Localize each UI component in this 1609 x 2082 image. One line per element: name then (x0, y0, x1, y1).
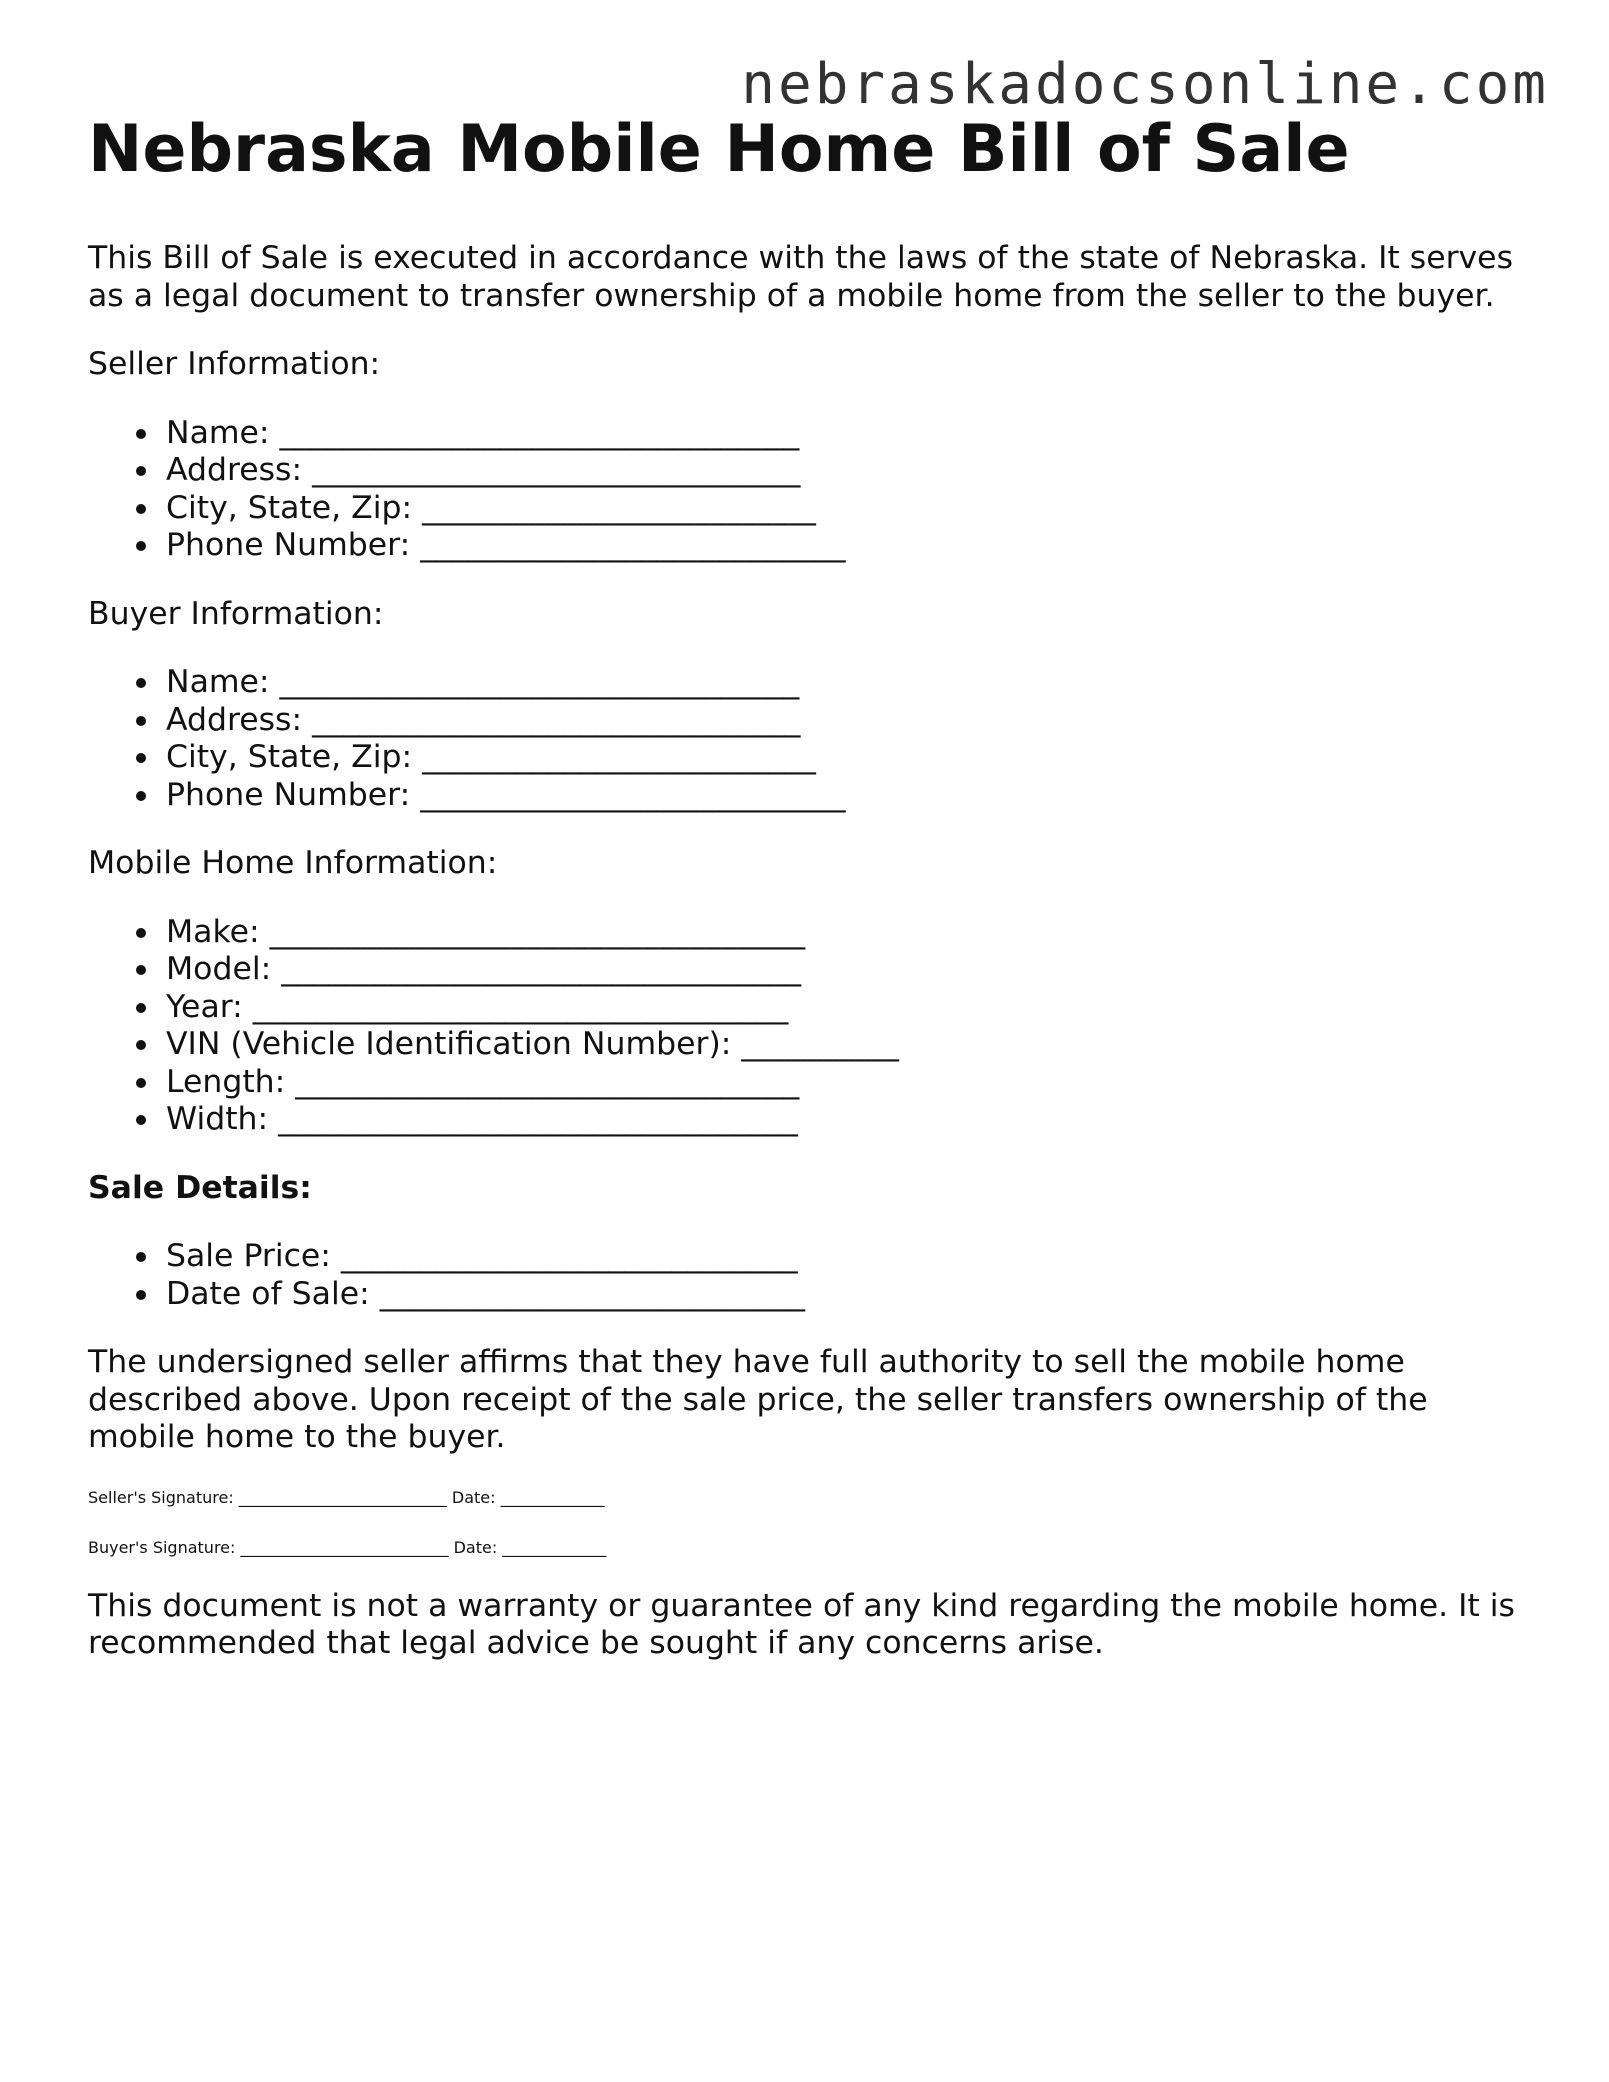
mobile-home-section-label: Mobile Home Information: (88, 845, 498, 881)
document (88, 108, 1528, 1694)
sale-details-section-label: Sale Details: (88, 1169, 312, 1206)
year-field: Year: __________________________________ (166, 989, 1528, 1027)
seller-phone-field: Phone Number: ___________________________ (166, 527, 1528, 565)
sale-details-fields-list (88, 1238, 1528, 1313)
watermark: nebraskadocsonline.com (741, 52, 1549, 117)
sale-price-field: Sale Price: _____________________________ (166, 1238, 1528, 1276)
disclaimer-paragraph: This document is not a warranty or guarantee of any kind regarding the mobile home. It is recommended that legal advice be sought if any concerns arise. (88, 1587, 1515, 1661)
buyer-section-label: Buyer Information: (88, 595, 384, 632)
affirmation-paragraph: The undersigned seller affirms that they have full authority to sell the mobile home described above. Upon receipt of the sale price, the seller transfers ownership of the mobile home to the buyer. (88, 1344, 1428, 1455)
seller-fields-list (88, 415, 1528, 565)
seller-section-label: Seller Information: (88, 346, 381, 382)
length-field: Length: ________________________________ (166, 1064, 1528, 1102)
buyer-city-state-zip-field: City, State, Zip: _________________________ (166, 739, 1528, 777)
buyer-name-field: Name: _________________________________ (166, 664, 1528, 702)
buyer-phone-field: Phone Number: ___________________________ (166, 777, 1528, 815)
buyer-address-field: Address: _______________________________ (166, 702, 1528, 740)
mobile-home-fields-list (88, 914, 1528, 1139)
buyer-fields-list (88, 664, 1528, 814)
width-field: Width: _________________________________ (166, 1101, 1528, 1139)
seller-name-field: Name: _________________________________ (166, 415, 1528, 453)
model-field: Model: _________________________________ (166, 951, 1528, 989)
make-field: Make: __________________________________ (166, 914, 1528, 952)
document-title: Nebraska Mobile Home Bill of Sale (88, 112, 1350, 187)
seller-address-field: Address: _______________________________ (166, 452, 1528, 490)
buyer-signature-line: Buyer's Signature: __________________________ Date: _____________ (88, 1537, 607, 1557)
date-of-sale-field: Date of Sale: ___________________________ (166, 1276, 1528, 1314)
vin-field: VIN (Vehicle Identification Number): __________ (166, 1026, 1528, 1064)
seller-signature-line: Seller's Signature: __________________________ Date: _____________ (88, 1487, 605, 1507)
seller-city-state-zip-field: City, State, Zip: _________________________ (166, 490, 1528, 528)
intro-paragraph: This Bill of Sale is executed in accordance with the laws of the state of Nebraska. It serves as a legal document to transfer ownership of a mobile home from the seller to the buyer. (88, 240, 1513, 314)
